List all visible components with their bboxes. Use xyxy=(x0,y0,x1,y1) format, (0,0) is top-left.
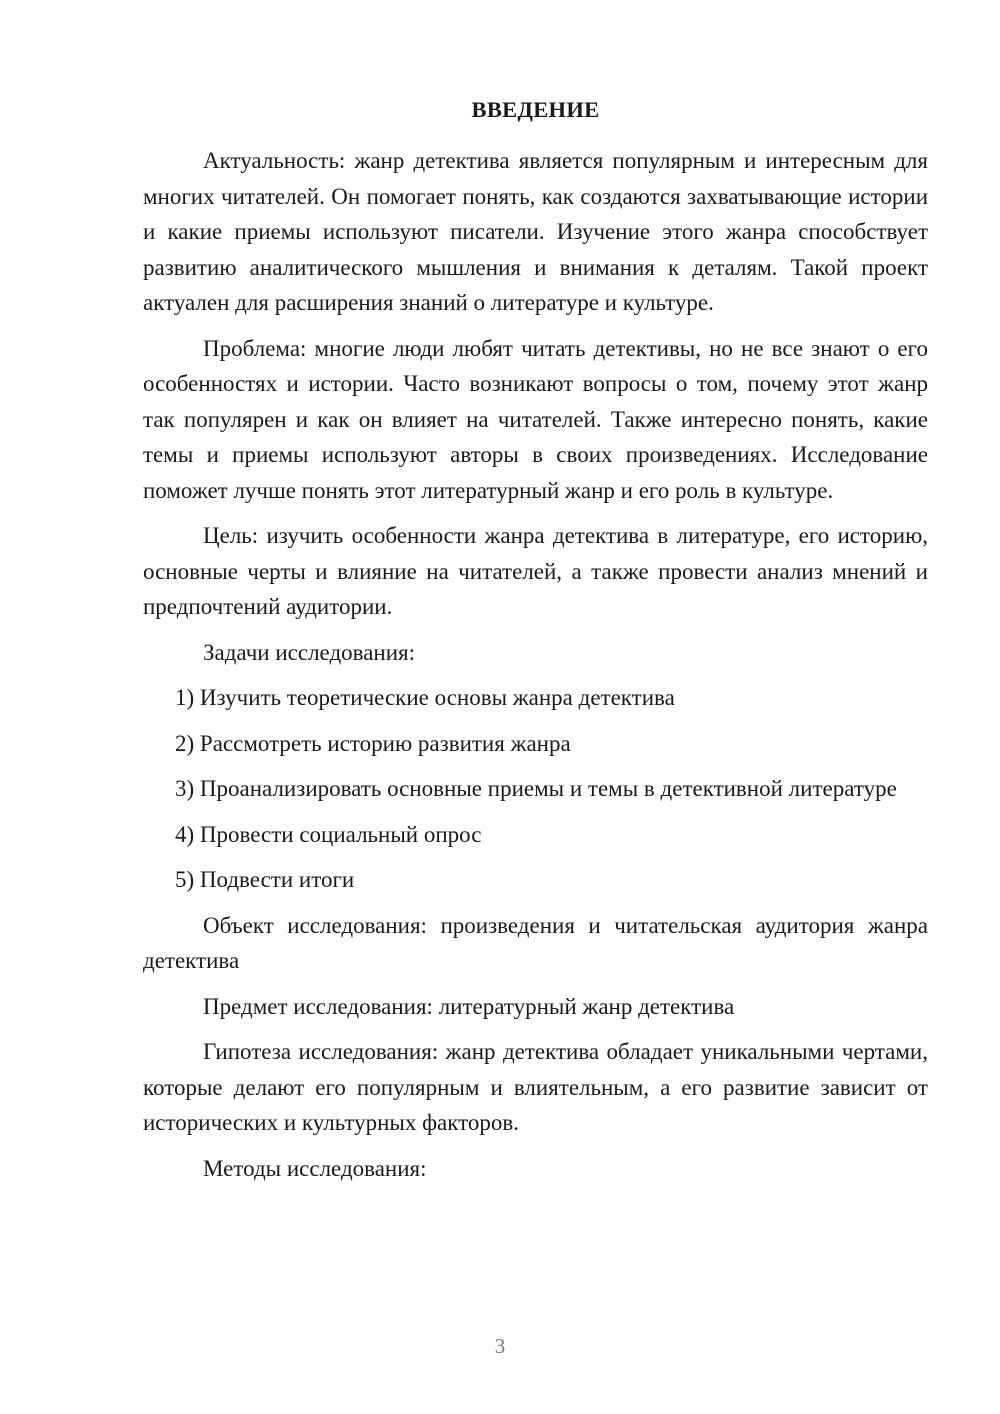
subject-paragraph: Предмет исследования: литературный жанр детектива xyxy=(203,993,735,1019)
object-paragraph: Объект исследования: произведения и читательская аудитория жанра детектива xyxy=(143,912,928,973)
tasks-heading: Задачи исследования: xyxy=(203,639,416,665)
task-item-5: 5) Подвести итоги xyxy=(175,867,355,892)
page-content xyxy=(143,91,928,1196)
task-item-4: 4) Провести социальный опрос xyxy=(175,821,482,847)
task-item-1: 1) Изучить теоретические основы жанра детектива xyxy=(175,685,675,710)
task-item-3: 3) Проанализировать основные приемы и темы в детективной литературе xyxy=(175,776,897,801)
methods-heading: Методы исследования: xyxy=(203,1155,427,1181)
goal-paragraph: Цель: изучить особенности жанра детектива в литературе, его историю, основные черты и влияние на читателей, а также провести анализ мнений и предпочтений аудитории. xyxy=(143,523,928,619)
section-heading: ВВЕДЕНИЕ xyxy=(471,97,600,122)
problem-paragraph: Проблема: многие люди любят читать детективы, но не все знают о его особенностях и истории. Часто возникают вопросы о том, почему этот жанр так популярен и как он влияет на читателей. Также интересно понять, какие темы и приемы используют авторы в своих произведениях. Исследование поможет лучше понять этот литературный жанр и его роль в культуре. xyxy=(143,335,928,503)
task-item-2: 2) Рассмотреть историю развития жанра xyxy=(175,730,571,756)
hypothesis-paragraph: Гипотеза исследования: жанр детектива обладает уникальными чертами, которые делают его популярным и влиятельным, а его развитие зависит от исторических и культурных факторов. xyxy=(143,1039,928,1135)
relevance-paragraph: Актуальность: жанр детектива является популярным и интересным для многих читателей. Он помогает понять, как создаются захватывающие истории и какие приемы используют писатели. Изучение этого жанра способствует развитию аналитического мышления и внимания к деталям. Такой проект актуален для расширения знаний о литературе и культуре. xyxy=(143,148,928,315)
page-number: 3 xyxy=(494,1334,506,1358)
